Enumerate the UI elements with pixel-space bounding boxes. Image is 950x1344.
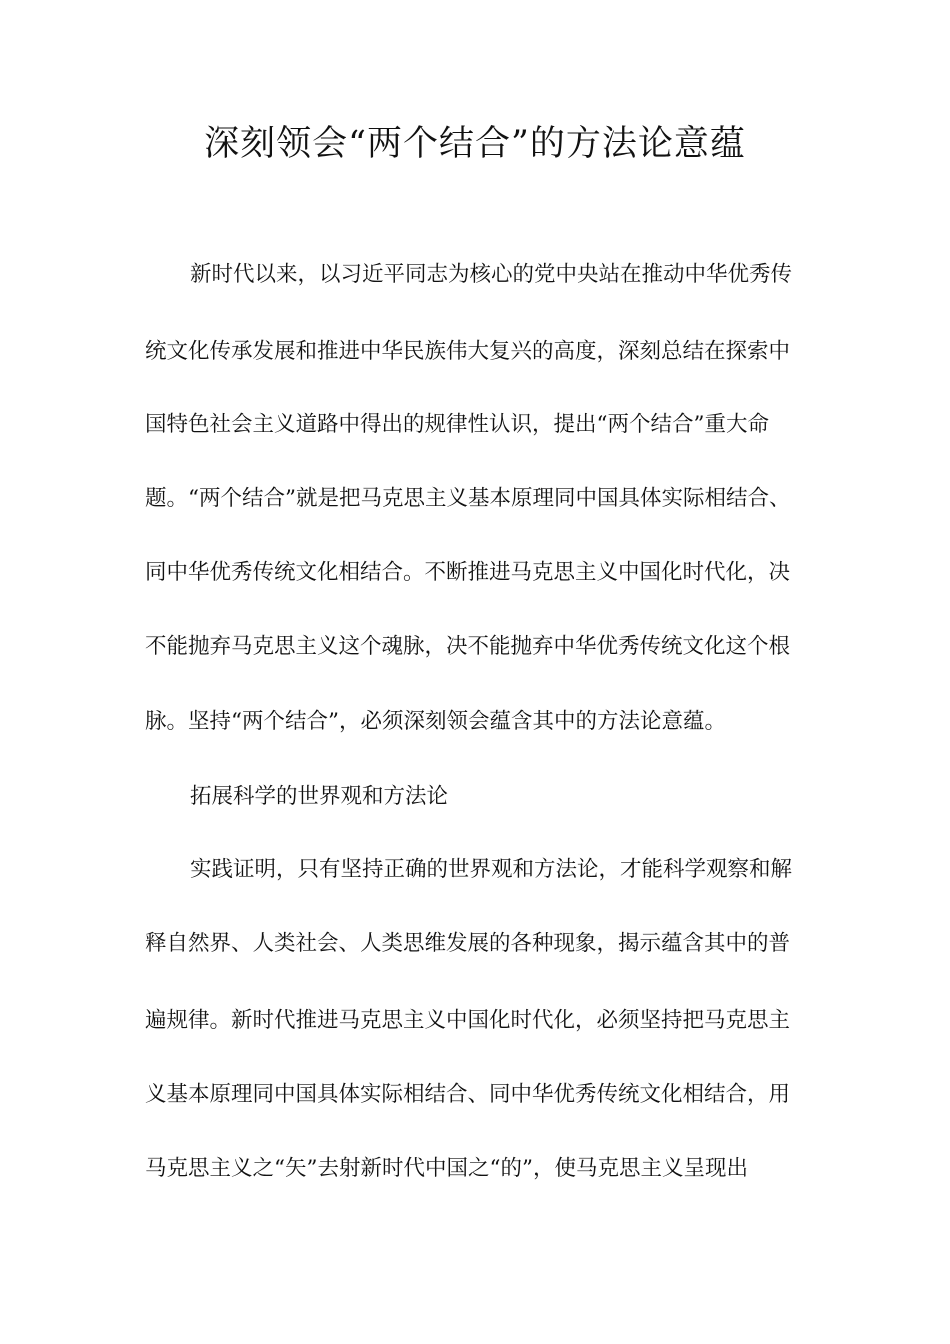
- paragraph-line: 义基本原理同中国具体实际相结合、同中华优秀传统文化相结合，用: [145, 1082, 791, 1107]
- paragraph-line: 同中华优秀传统文化相结合。不断推进马克思主义中国化时代化，决: [145, 560, 791, 585]
- paragraph-line: 遍规律。新时代推进马克思主义中国化时代化，必须坚持把马克思主: [145, 1008, 791, 1033]
- paragraph-line: 释自然界、人类社会、人类思维发展的各种现象，揭示蕴含其中的普: [145, 931, 791, 956]
- paragraph-line: 实践证明，只有坚持正确的世界观和方法论，才能科学观察和解: [190, 857, 793, 882]
- paragraph-line: 国特色社会主义道路中得出的规律性认识，提出“两个结合”重大命: [145, 412, 769, 437]
- paragraph-line: 统文化传承发展和推进中华民族伟大复兴的高度，深刻总结在探索中: [145, 339, 791, 364]
- paragraph-line: 脉。坚持“两个结合”，必须深刻领会蕴含其中的方法论意蕴。: [145, 709, 726, 734]
- paragraph-line: 题。“两个结合”就是把马克思主义基本原理同中国具体实际相结合、: [145, 486, 791, 511]
- document-title: 深刻领会“两个结合”的方法论意蕴: [204, 124, 746, 164]
- paragraph-line: 马克思主义之“矢”去射新时代中国之“的”，使马克思主义呈现出: [145, 1156, 748, 1181]
- paragraph-line: 新时代以来，以习近平同志为核心的党中央站在推动中华优秀传: [190, 262, 793, 287]
- section-heading: 拓展科学的世界观和方法论: [190, 784, 449, 809]
- paragraph-line: 不能抛弃马克思主义这个魂脉，决不能抛弃中华优秀传统文化这个根: [145, 634, 791, 659]
